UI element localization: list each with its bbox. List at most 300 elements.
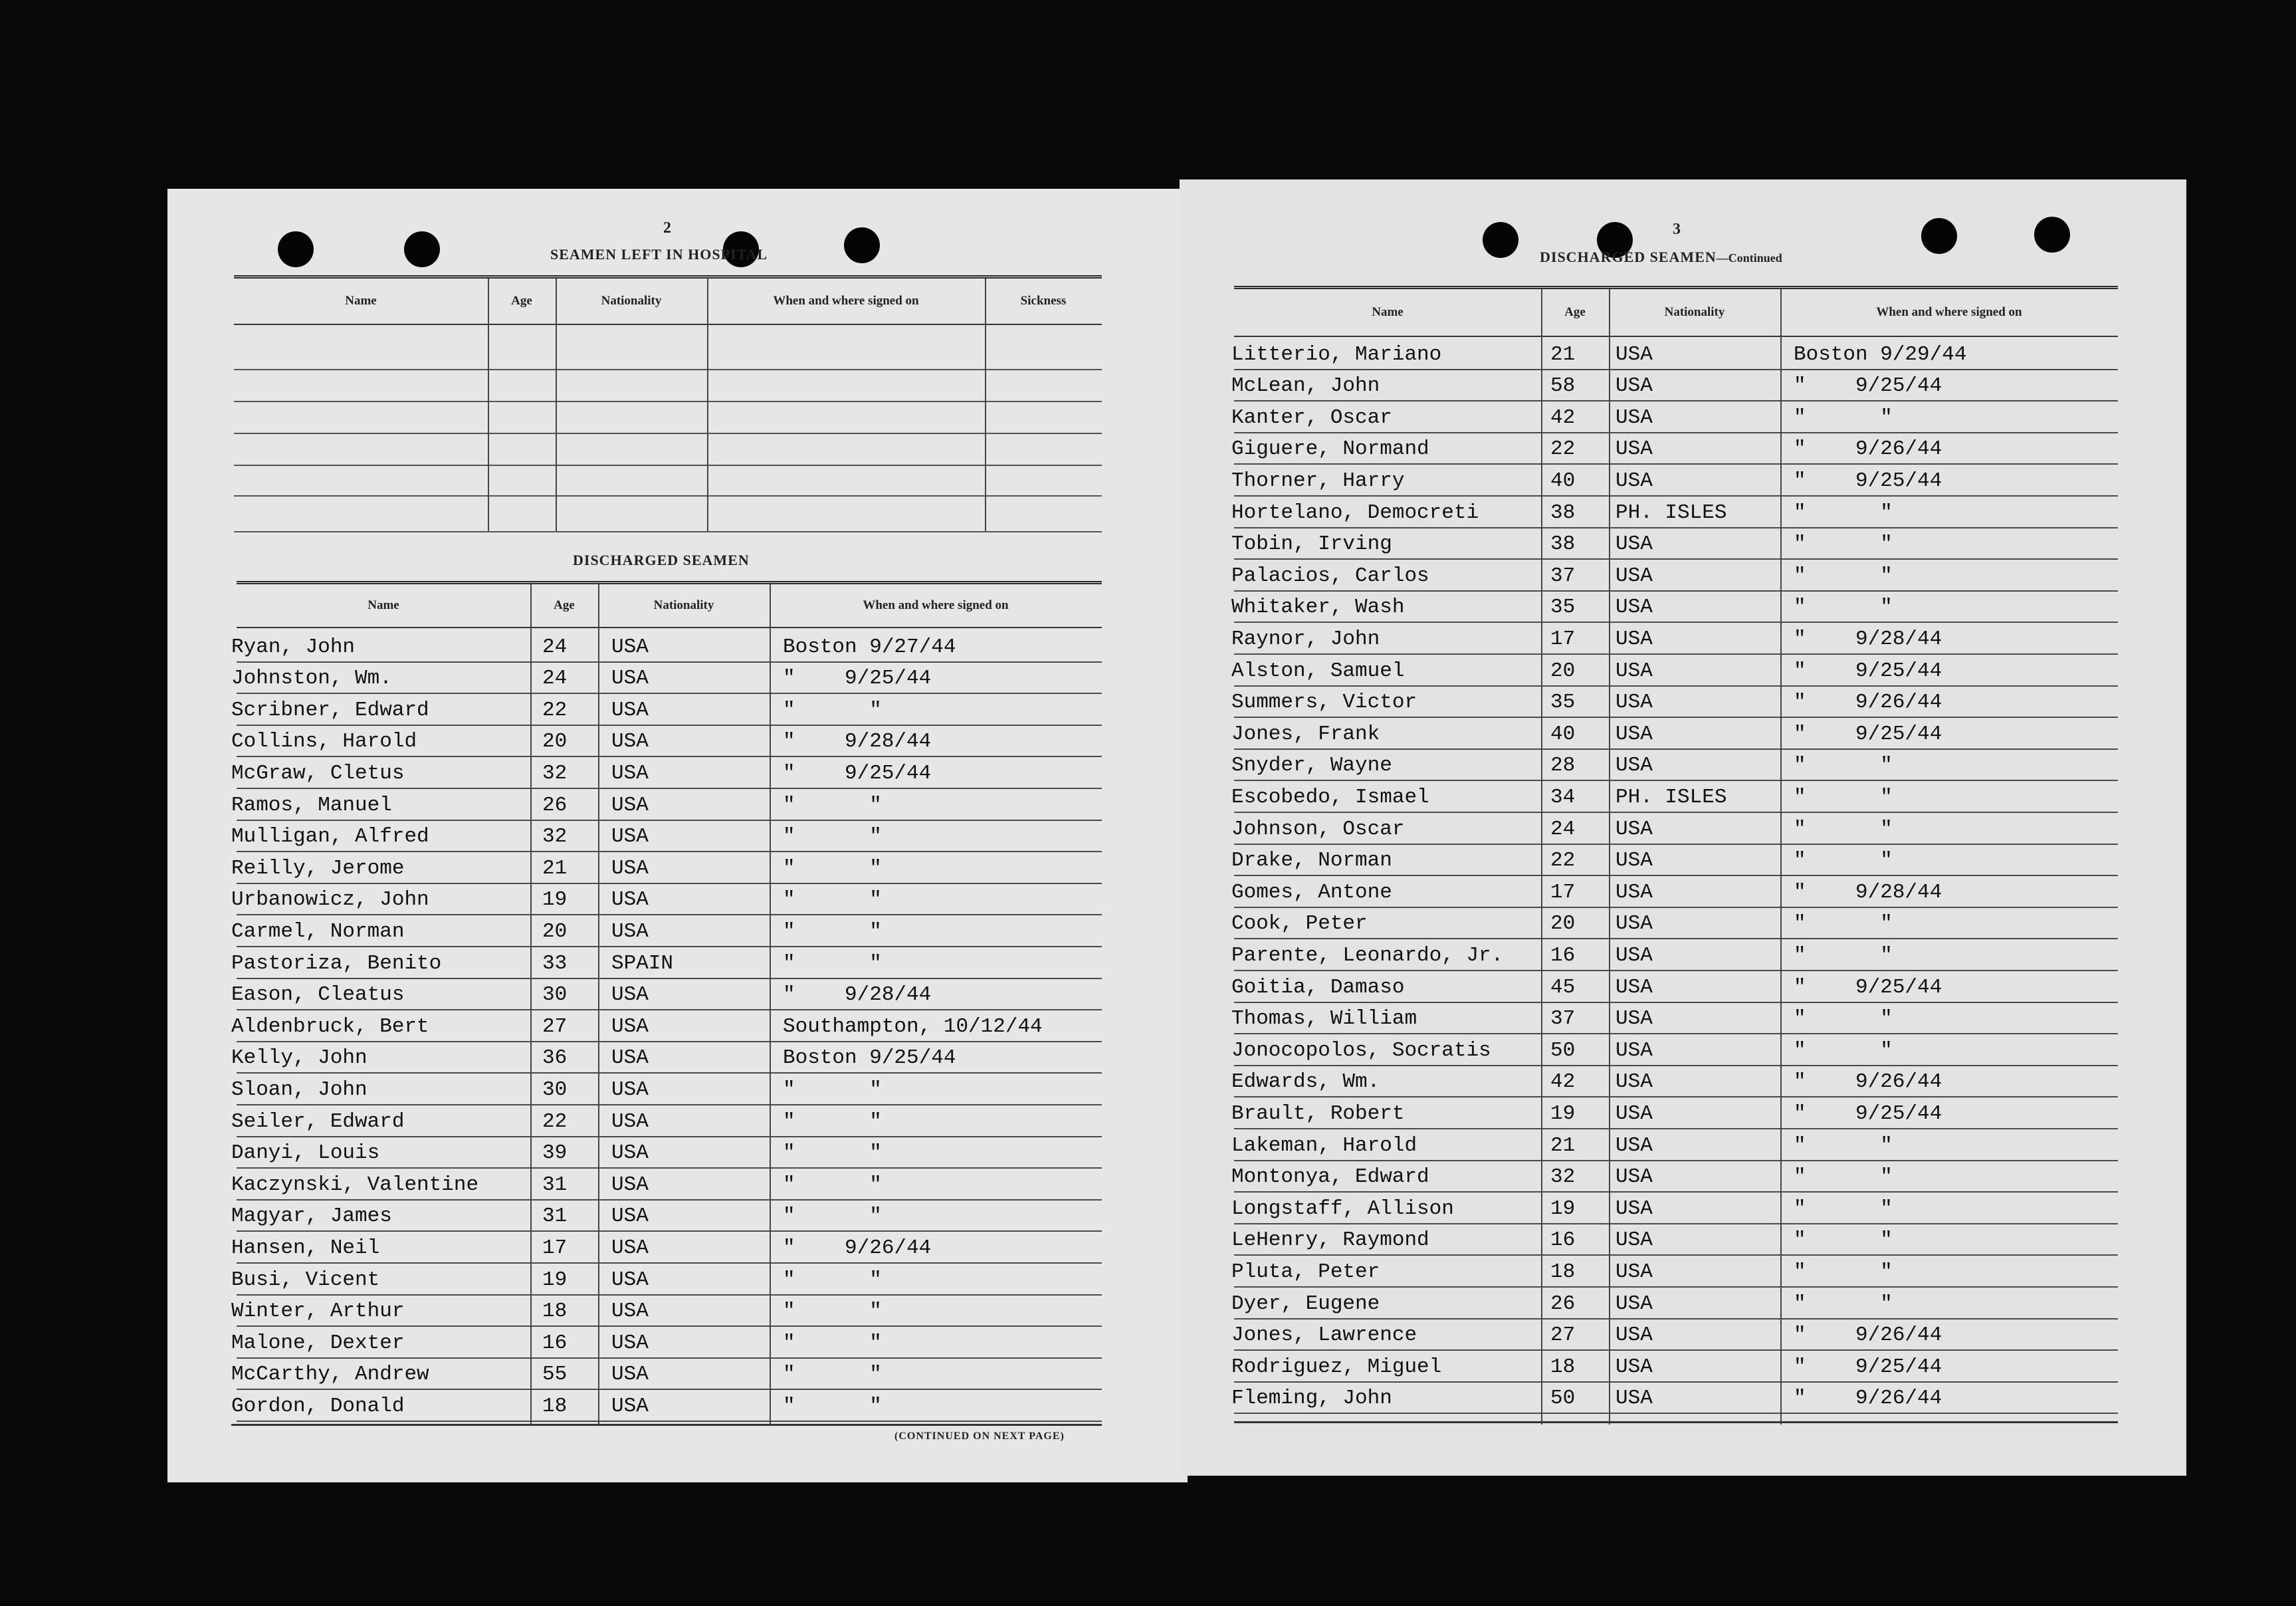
signed-on-cell: " ": [783, 951, 882, 975]
nationality-cell: USA: [1616, 659, 1653, 683]
signed-on-cell: " 9/26/44: [1794, 1387, 1942, 1411]
name-cell: Summers, Victor: [1231, 691, 1417, 715]
age-cell: 22: [542, 1109, 568, 1133]
signed-on-cell: Boston 9/27/44: [783, 635, 956, 659]
nationality-cell: USA: [611, 1173, 649, 1197]
signed-on-cell: " 9/28/44: [783, 983, 932, 1007]
name-cell: Snyder, Wayne: [1231, 754, 1392, 778]
nationality-cell: USA: [1616, 722, 1653, 746]
name-cell: Seiler, Edward: [231, 1109, 405, 1133]
name-cell: Johnston, Wm.: [231, 667, 392, 691]
table-row: [231, 1009, 1102, 1042]
table-row: [231, 788, 1102, 821]
signed-on-cell: " 9/25/44: [1794, 1355, 1942, 1379]
name-cell: Escobedo, Ismael: [1231, 785, 1429, 809]
col-nationality: Nationality: [653, 598, 714, 612]
table-row: [1231, 907, 2118, 940]
signed-on-cell: " 9/26/44: [1794, 691, 1942, 715]
nationality-cell: USA: [611, 667, 649, 691]
nationality-cell: USA: [1616, 469, 1653, 493]
table-row: [1231, 1223, 2118, 1256]
nationality-cell: USA: [1616, 1355, 1653, 1379]
age-cell: 45: [1550, 975, 1576, 999]
name-cell: Raynor, John: [1231, 627, 1380, 651]
age-cell: 20: [1550, 659, 1576, 683]
punch-hole: [278, 231, 314, 267]
nationality-cell: PH. ISLES: [1616, 501, 1727, 524]
nationality-cell: USA: [611, 698, 649, 722]
name-cell: Gordon, Donald: [231, 1394, 405, 1418]
name-cell: Eason, Cleatus: [231, 983, 405, 1007]
signed-on-cell: " 9/25/44: [783, 667, 932, 691]
table-row: [1231, 653, 2118, 687]
name-cell: Ryan, John: [231, 635, 356, 659]
signed-on-cell: " 9/26/44: [1794, 1070, 1942, 1094]
nationality-cell: USA: [611, 1046, 649, 1070]
table-row: [231, 1294, 1102, 1327]
nationality-cell: USA: [611, 635, 649, 659]
name-cell: Litterio, Mariano: [1231, 342, 1442, 366]
table-row: [231, 914, 1102, 947]
col-name: Name: [1372, 305, 1404, 319]
table-row: [1231, 844, 2118, 877]
table-row: [231, 725, 1102, 758]
table-row: [1231, 558, 2118, 592]
signed-on-cell: " ": [1794, 1133, 1893, 1157]
age-cell: 16: [1550, 943, 1576, 967]
table-row: [1231, 875, 2118, 908]
name-cell: LeHenry, Raymond: [1231, 1228, 1429, 1252]
age-cell: 27: [542, 1014, 568, 1038]
name-cell: Pluta, Peter: [1231, 1260, 1380, 1284]
hospital-table: [234, 275, 1102, 535]
nationality-cell: USA: [1616, 754, 1653, 778]
name-cell: Jones, Frank: [1231, 722, 1380, 746]
table-row: [1231, 1065, 2118, 1098]
table-row: [1231, 748, 2118, 782]
signed-on-cell: " ": [783, 919, 882, 943]
nationality-cell: USA: [1616, 1038, 1653, 1062]
age-cell: 24: [542, 667, 568, 691]
age-cell: 22: [542, 698, 568, 722]
name-cell: Gomes, Antone: [1231, 880, 1392, 904]
signed-on-cell: " ": [783, 1141, 882, 1165]
punch-hole: [844, 227, 880, 263]
table-row: [231, 630, 1102, 663]
table-row: [231, 1325, 1102, 1359]
signed-on-cell: " ": [783, 1300, 882, 1323]
signed-on-cell: " ": [783, 1078, 882, 1101]
signed-on-cell: " ": [783, 1204, 882, 1228]
table-row: [1231, 1002, 2118, 1035]
age-cell: 35: [1550, 691, 1576, 715]
nationality-cell: USA: [611, 825, 649, 849]
nationality-cell: USA: [1616, 1260, 1653, 1284]
name-cell: Scribner, Edward: [231, 698, 429, 722]
signed-on-cell: " 9/25/44: [1794, 1101, 1942, 1125]
name-cell: Palacios, Carlos: [1231, 564, 1429, 588]
nationality-cell: USA: [1616, 374, 1653, 398]
table-row: [231, 1357, 1102, 1391]
table-row: [1231, 622, 2118, 655]
signed-on-cell: " 9/25/44: [1794, 374, 1942, 398]
age-cell: 40: [1550, 722, 1576, 746]
signed-on-cell: Boston 9/25/44: [783, 1046, 956, 1070]
age-cell: 42: [1550, 1070, 1576, 1094]
name-cell: Jonocopolos, Socratis: [1231, 1038, 1491, 1062]
col-when-where: When and where signed on: [1876, 305, 2022, 319]
age-cell: 28: [1550, 754, 1576, 778]
left-page: [167, 189, 1188, 1482]
table-row: [1231, 495, 2118, 528]
age-cell: 34: [1550, 785, 1576, 809]
age-cell: 17: [1550, 627, 1576, 651]
signed-on-cell: " ": [1794, 1165, 1893, 1189]
age-cell: 31: [542, 1204, 568, 1228]
name-cell: Reilly, Jerome: [231, 856, 405, 880]
discharged-continued-title: [1540, 249, 1782, 266]
signed-on-cell: " ": [1794, 1260, 1893, 1284]
signed-on-cell: " 9/25/44: [1794, 722, 1942, 746]
signed-on-cell: " ": [1794, 1228, 1893, 1252]
signed-on-cell: " ": [1794, 1197, 1893, 1220]
punch-hole: [1483, 222, 1518, 258]
nationality-cell: USA: [1616, 1387, 1653, 1411]
nationality-cell: USA: [1616, 596, 1653, 620]
name-cell: Parente, Leonardo, Jr.: [1231, 943, 1504, 967]
age-cell: 19: [1550, 1101, 1576, 1125]
name-cell: Hortelano, Democreti: [1231, 501, 1479, 524]
nationality-cell: USA: [611, 761, 649, 785]
signed-on-cell: " 9/25/44: [1794, 659, 1942, 683]
signed-on-cell: " ": [1794, 501, 1893, 524]
table-row: [1231, 970, 2118, 1003]
signed-on-cell: " ": [783, 1109, 882, 1133]
name-cell: Hansen, Neil: [231, 1236, 380, 1260]
age-cell: 22: [1550, 849, 1576, 873]
col-age: Age: [1564, 305, 1586, 319]
name-cell: Drake, Norman: [1231, 849, 1392, 873]
table-row: [231, 661, 1102, 695]
nationality-cell: USA: [1616, 943, 1653, 967]
name-cell: Kaczynski, Valentine: [231, 1173, 479, 1197]
age-cell: 19: [1550, 1197, 1576, 1220]
name-cell: Carmel, Norman: [231, 919, 405, 943]
signed-on-cell: " ": [1794, 943, 1893, 967]
name-cell: McGraw, Cletus: [231, 761, 405, 785]
signed-on-cell: " 9/26/44: [1794, 437, 1942, 461]
age-cell: 38: [1550, 532, 1576, 556]
table-row: [1231, 938, 2118, 971]
signed-on-cell: " ": [783, 1268, 882, 1292]
table-row: [1231, 1160, 2118, 1193]
nationality-cell: USA: [1616, 691, 1653, 715]
table-row: [1231, 780, 2118, 813]
signed-on-cell: " ": [783, 825, 882, 849]
table-row: [231, 1072, 1102, 1105]
table-row: [1231, 685, 2118, 719]
name-cell: Alston, Samuel: [1231, 659, 1405, 683]
age-cell: 32: [542, 825, 568, 849]
age-cell: 55: [542, 1363, 568, 1387]
nationality-cell: USA: [1616, 1165, 1653, 1189]
age-cell: 16: [1550, 1228, 1576, 1252]
age-cell: 40: [1550, 469, 1576, 493]
age-cell: 17: [542, 1236, 568, 1260]
signed-on-cell: " ": [1794, 1038, 1893, 1062]
age-cell: 35: [1550, 596, 1576, 620]
age-cell: 18: [542, 1394, 568, 1418]
col-nationality: Nationality: [1664, 305, 1725, 319]
col-name: Name: [367, 598, 399, 612]
signed-on-cell: " ": [783, 888, 882, 912]
punch-hole: [1921, 218, 1957, 254]
table-row: [1231, 1191, 2118, 1224]
age-cell: 20: [542, 730, 568, 754]
age-cell: 50: [1550, 1038, 1576, 1062]
signed-on-cell: " 9/25/44: [783, 761, 932, 785]
table-row: [231, 1262, 1102, 1296]
col-when-where: When and where signed on: [863, 598, 1009, 612]
age-cell: 31: [542, 1173, 568, 1197]
signed-on-cell: " 9/26/44: [1794, 1323, 1942, 1347]
table-row: [231, 820, 1102, 853]
punch-hole: [404, 231, 440, 267]
name-cell: Danyi, Louis: [231, 1141, 380, 1165]
name-cell: Magyar, James: [231, 1204, 392, 1228]
signed-on-cell: " ": [783, 1363, 882, 1387]
name-cell: Sloan, John: [231, 1078, 367, 1101]
age-cell: 38: [1550, 501, 1576, 524]
nationality-cell: USA: [611, 1141, 649, 1165]
col-sickness: Sickness: [1020, 294, 1067, 308]
nationality-cell: USA: [611, 1363, 649, 1387]
nationality-cell: USA: [611, 856, 649, 880]
name-cell: Mulligan, Alfred: [231, 825, 429, 849]
signed-on-cell: " 9/25/44: [1794, 469, 1942, 493]
age-cell: 32: [542, 761, 568, 785]
age-cell: 24: [542, 635, 568, 659]
col-age: Age: [554, 598, 575, 612]
discharged-continued-header: [1234, 289, 2118, 337]
table-row: [1231, 337, 2118, 370]
discharged-table: [231, 581, 1102, 1425]
nationality-cell: USA: [1616, 342, 1653, 366]
nationality-cell: SPAIN: [611, 951, 674, 975]
age-cell: 22: [1550, 437, 1576, 461]
age-cell: 42: [1550, 405, 1576, 429]
table-row: [231, 1136, 1102, 1169]
signed-on-cell: " ": [783, 698, 882, 722]
table-row: [1231, 1318, 2118, 1351]
signed-on-cell: " ": [1794, 1007, 1893, 1031]
signed-on-cell: " ": [1794, 405, 1893, 429]
name-cell: Winter, Arthur: [231, 1300, 405, 1323]
table-row: [1231, 1128, 2118, 1161]
age-cell: 16: [542, 1331, 568, 1355]
signed-on-cell: " ": [783, 856, 882, 880]
name-cell: Goitia, Damaso: [1231, 975, 1405, 999]
col-nationality: Nationality: [601, 294, 662, 308]
nationality-cell: USA: [1616, 975, 1653, 999]
name-cell: Johnson, Oscar: [1231, 817, 1405, 841]
title-main: DISCHARGED SEAMEN: [1540, 249, 1717, 265]
age-cell: 18: [1550, 1260, 1576, 1284]
name-cell: McCarthy, Andrew: [231, 1363, 429, 1387]
age-cell: 30: [542, 1078, 568, 1101]
age-cell: 19: [542, 1268, 568, 1292]
nationality-cell: USA: [611, 919, 649, 943]
age-cell: 20: [1550, 912, 1576, 936]
name-cell: Kanter, Oscar: [1231, 405, 1392, 429]
nationality-cell: USA: [1616, 627, 1653, 651]
discharged-table-header: [237, 584, 1102, 628]
signed-on-cell: " ": [783, 1331, 882, 1355]
signed-on-cell: " ": [1794, 849, 1893, 873]
table-row: [1231, 717, 2118, 750]
nationality-cell: USA: [1616, 880, 1653, 904]
name-cell: Ramos, Manuel: [231, 793, 392, 817]
nationality-cell: USA: [611, 983, 649, 1007]
name-cell: Collins, Harold: [231, 730, 417, 754]
table-row: [231, 1389, 1102, 1422]
col-when-where: When and where signed on: [773, 294, 919, 308]
signed-on-cell: " ": [1794, 817, 1893, 841]
table-row: [231, 1167, 1102, 1201]
signed-on-cell: " 9/28/44: [1794, 627, 1942, 651]
name-cell: Kelly, John: [231, 1046, 367, 1070]
age-cell: 19: [542, 888, 568, 912]
age-cell: 26: [542, 793, 568, 817]
signed-on-cell: " ": [1794, 912, 1893, 936]
table-row: [231, 946, 1102, 979]
table-row: [231, 1104, 1102, 1137]
age-cell: 58: [1550, 374, 1576, 398]
nationality-cell: USA: [1616, 437, 1653, 461]
name-cell: Fleming, John: [1231, 1387, 1392, 1411]
age-cell: 36: [542, 1046, 568, 1070]
nationality-cell: USA: [1616, 849, 1653, 873]
col-name: Name: [345, 294, 377, 308]
age-cell: 18: [542, 1300, 568, 1323]
name-cell: Montonya, Edward: [1231, 1165, 1429, 1189]
table-row: [1231, 369, 2118, 402]
table-row: [1231, 400, 2118, 433]
continued-note: (CONTINUED ON NEXT PAGE): [894, 1431, 1065, 1442]
hospital-table-header: [234, 279, 1102, 325]
age-cell: 18: [1550, 1355, 1576, 1379]
table-row: [231, 1041, 1102, 1074]
nationality-cell: USA: [611, 730, 649, 754]
nationality-cell: USA: [1616, 1007, 1653, 1031]
nationality-cell: USA: [1616, 405, 1653, 429]
discharged-section-title: DISCHARGED SEAMEN: [573, 552, 750, 568]
name-cell: Aldenbruck, Bert: [231, 1014, 429, 1038]
table-row: [1231, 1033, 2118, 1066]
nationality-cell: USA: [611, 888, 649, 912]
age-cell: 37: [1550, 564, 1576, 588]
discharged-continued-table: [1231, 286, 2118, 1425]
signed-on-cell: " ": [1794, 1292, 1893, 1316]
punch-hole: [2034, 217, 2070, 253]
title-suffix: —Continued: [1716, 251, 1782, 265]
age-cell: 26: [1550, 1292, 1576, 1316]
name-cell: Longstaff, Allison: [1231, 1197, 1454, 1220]
name-cell: Busi, Vicent: [231, 1268, 380, 1292]
nationality-cell: USA: [1616, 1101, 1653, 1125]
nationality-cell: USA: [1616, 532, 1653, 556]
signed-on-cell: " ": [1794, 532, 1893, 556]
age-cell: 20: [542, 919, 568, 943]
table-row: [231, 883, 1102, 916]
nationality-cell: USA: [1616, 564, 1653, 588]
signed-on-cell: " 9/26/44: [783, 1236, 932, 1260]
age-cell: 50: [1550, 1387, 1576, 1411]
signed-on-cell: " ": [1794, 564, 1893, 588]
age-cell: 21: [542, 856, 568, 880]
age-cell: 37: [1550, 1007, 1576, 1031]
age-cell: 27: [1550, 1323, 1576, 1347]
age-cell: 21: [1550, 342, 1576, 366]
nationality-cell: USA: [611, 1236, 649, 1260]
name-cell: McLean, John: [1231, 374, 1380, 398]
table-row: [1231, 590, 2118, 624]
nationality-cell: USA: [611, 1331, 649, 1355]
nationality-cell: USA: [1616, 1228, 1653, 1252]
table-row: [1231, 432, 2118, 465]
age-cell: 30: [542, 983, 568, 1007]
signed-on-cell: " ": [1794, 785, 1893, 809]
table-row: [1231, 1096, 2118, 1129]
name-cell: Malone, Dexter: [231, 1331, 405, 1355]
signed-on-cell: " 9/25/44: [1794, 975, 1942, 999]
age-cell: 39: [542, 1141, 568, 1165]
nationality-cell: USA: [1616, 1323, 1653, 1347]
table-row: [1231, 1349, 2118, 1383]
table-row: [231, 1230, 1102, 1264]
name-cell: Whitaker, Wash: [1231, 596, 1405, 620]
age-cell: 33: [542, 951, 568, 975]
nationality-cell: USA: [611, 1300, 649, 1323]
table-row: [231, 693, 1102, 726]
table-row: [1231, 812, 2118, 845]
nationality-cell: USA: [611, 1109, 649, 1133]
nationality-cell: USA: [611, 1078, 649, 1101]
nationality-cell: USA: [1616, 1070, 1653, 1094]
page-number: 2: [663, 219, 671, 237]
name-cell: Jones, Lawrence: [1231, 1323, 1417, 1347]
name-cell: Giguere, Normand: [1231, 437, 1429, 461]
name-cell: Thomas, William: [1231, 1007, 1417, 1031]
name-cell: Dyer, Eugene: [1231, 1292, 1380, 1316]
age-cell: 21: [1550, 1133, 1576, 1157]
name-cell: Tobin, Irving: [1231, 532, 1392, 556]
table-row: [1231, 463, 2118, 497]
table-row: [231, 756, 1102, 789]
table-row: [1231, 1254, 2118, 1288]
signed-on-cell: " 9/28/44: [1794, 880, 1942, 904]
hospital-section-title: SEAMEN LEFT IN HOSPITAL: [550, 246, 768, 263]
name-cell: Lakeman, Harold: [1231, 1133, 1417, 1157]
name-cell: Cook, Peter: [1231, 912, 1368, 936]
nationality-cell: USA: [611, 1394, 649, 1418]
signed-on-cell: " 9/28/44: [783, 730, 932, 754]
age-cell: 32: [1550, 1165, 1576, 1189]
signed-on-cell: " ": [1794, 596, 1893, 620]
table-row: [231, 851, 1102, 884]
signed-on-cell: " ": [783, 1173, 882, 1197]
nationality-cell: USA: [1616, 912, 1653, 936]
